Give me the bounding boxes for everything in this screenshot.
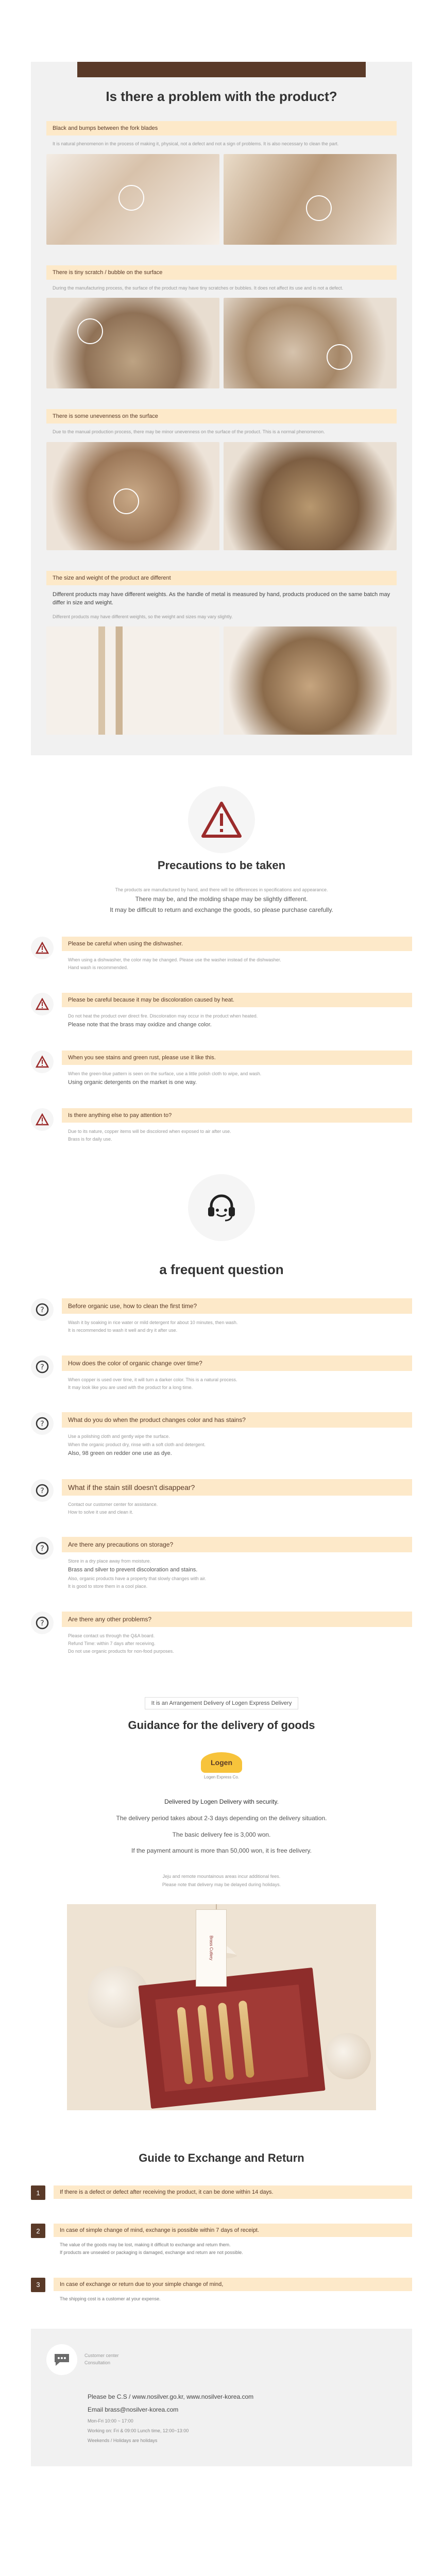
contact-hours: Mon-Fri 10:00 ~ 17:00 [88,2418,133,2424]
exchange-section [31,2151,412,2303]
precautions-line-2: There may be, and the molding shape may be slightly different. [135,895,308,903]
highlight-circle [113,488,139,514]
photo-pair [46,154,397,245]
highlight-circle [327,344,352,370]
spoon-graphic [177,2007,193,2084]
faq-answer: Refund Time: within 7 days after receiving. [68,1641,156,1647]
notice-text: Brass is for daily use. [68,1136,112,1142]
precautions-line-3: It may be difficult to return and exchange the goods, so please purchase carefully. [110,906,333,914]
contact-websites: Please be C.S / www.nosilver.go.kr, www.nosilver-korea.com [88,2393,254,2400]
warning-icon [31,1108,54,1131]
faq-answer: When copper is used over time, it will turn a darker color. This is a natural process. [68,1377,237,1382]
faq-question: Are there any precautions on storage? [62,1537,412,1552]
problem-label: There is tiny scratch / bubble on the surface [46,265,397,280]
faq-item-1 [31,1298,412,1335]
notice-text: Using organic detergents on the market is one way. [68,1079,197,1086]
fork-graphic [218,2003,234,2080]
problem-desc: It is natural phenomenon in the process of making it, physical, not a defect and not a sign of problems. It is also necessary to clean the part. [53,141,339,146]
precautions-title: Precautions to be taken [157,859,286,872]
problem-section [31,62,412,755]
problem-desc: During the manufacturing process, the surface of the product may have tiny scratches or bubbles. It does not affect its use and is not a defect. [53,285,344,291]
faq-answer: Brass and silver to prevent discoloration and stains. [68,1567,198,1573]
faq-title: a frequent question [159,1262,284,1278]
exchange-label: In case of simple change of mind, exchange is possible within 7 days of receipt. [54,2224,412,2237]
fork-photo [46,154,219,245]
exchange-text: If products are unsealed or packaging is damaged, exchange and return are not possible. [60,2250,243,2256]
warning-icon [188,786,255,853]
faq-answer: Contact our customer center for assistance. [68,1501,158,1507]
question-icon [31,1412,54,1435]
faq-item-4 [31,1479,412,1517]
faq-answer: It is recommended to wash it well and dry it after use. [68,1328,178,1333]
contact-head-2: Consultation [84,2360,111,2365]
faq-answer: Please contact us through the Q&A board. [68,1633,155,1638]
bowl-closeup-photo [224,442,397,550]
faq-answer: Wash it by soaking in rice water or mild detergent for about 10 minutes, then wash. [68,1320,238,1326]
bowl-photo [224,626,397,735]
problem-item-1 [46,121,397,245]
notice-text: When the green-blue pattern is seen on the surface, use a little polish cloth to wipe, and wash. [68,1071,262,1076]
notice-4 [31,1108,412,1144]
notice-text: Due to its nature, copper items will be discolored when exposed to air after use. [68,1128,231,1134]
contact-email-text: Email brass@nosilver-korea.com [88,2406,179,2414]
delivery-title: Guidance for the delivery of goods [128,1718,315,1732]
logen-logo [191,1745,252,1786]
warning-icon [31,1050,54,1073]
delivery-line-4: If the payment amount is more than 50,000 won, it is free delivery. [131,1847,312,1855]
faq-answer: Use a polishing cloth and gently wipe the surface. [68,1434,170,1439]
problem-title: Is there a problem with the product? [106,89,337,104]
step-number: 1 [31,2185,45,2200]
faq-item-2 [31,1355,412,1392]
contact-head-1: Customer center [84,2353,119,2359]
svg-text:?: ? [40,1363,44,1371]
photo-pair [46,298,397,388]
contact-email [46,2403,397,2416]
faq-header [0,1174,443,1278]
box-insert [155,1985,308,2092]
product-gift-box-photo [67,1904,376,2110]
notice-label: When you see stains and green rust, please use it like this. [62,1050,412,1065]
svg-text:?: ? [40,1486,44,1495]
question-icon [31,1612,54,1634]
notice-text: Please note that the brass may oxidize and change color. [68,1021,212,1028]
notice-text: Hand wash is recommended. [68,965,128,971]
faq-answer: It may look like you are used with the product for a long time. [68,1385,193,1391]
faq-answer: Do not use organic products for non-food purposes. [68,1649,174,1654]
problem-item-4 [46,571,397,735]
notice-label: Please be careful when using the dishwasher. [62,937,412,951]
bowl-photo [46,298,219,388]
highlight-circle [118,185,144,211]
question-icon [31,1537,54,1560]
highlight-circle [77,318,103,344]
faq-question: Before organic use, how to clean the first time? [62,1298,412,1314]
gift-box [138,1968,325,2109]
faq-question: What do you do when the product changes color and has stains? [62,1412,412,1428]
delivery-note-1: Jeju and remote mountainous areas incur additional fees. [162,1873,281,1879]
photo-pair [46,626,397,735]
faq-answer: Also, 98 green on redder one use as dye. [68,1450,172,1456]
decor-sphere [325,2033,371,2079]
delivery-line-1: Delivered by Logen Delivery with security. [164,1798,279,1806]
contact-lunch: Working on: Fri & 09:00 Lunch time, 12:00~13:00 [88,2428,189,2434]
notice-3 [31,1050,412,1088]
faq-question: What if the stain still doesn't disappear? [62,1479,412,1496]
logo-subtitle: Logen Express Co. [203,1774,240,1780]
faq-question: How does the color of organic change over time? [62,1355,412,1371]
svg-text:?: ? [40,1545,44,1553]
step-number: 2 [31,2224,45,2238]
faq-answer: Also, organic products have a property that slowly changes with air. [68,1576,207,1582]
fork-closeup-photo [224,154,397,245]
svg-text:?: ? [40,1619,44,1628]
headset-icon [188,1174,255,1241]
exchange-text: The value of the goods may be lost, making it difficult to exchange and return them. [60,2242,231,2248]
faq-question: Are there any other problems? [62,1612,412,1627]
contact-card [31,2329,412,2466]
faq-item-3 [31,1412,412,1458]
problem-item-2 [46,265,397,389]
spoon-graphic [197,2005,214,2082]
faq-item-5 [31,1537,412,1591]
delivery-section [31,1697,412,2110]
bowl-photo [46,442,219,550]
delivery-line-3: The basic delivery fee is 3,000 won. [172,1831,271,1838]
notice-label: Is there anything else to pay attention to? [62,1108,412,1123]
contact-header [46,2344,397,2375]
faq-answer: How to solve it use and clean it. [68,1509,133,1515]
problem-item-3 [46,409,397,550]
fork-graphic [238,2001,255,2078]
problem-desc-secondary: Different products may have different weights, so the weight and sizes may vary slightly. [53,614,233,619]
problem-desc: Different products may have different weights. As the handle of metal is measured by hand, products produced on the same batch may differ in size and weight. [53,591,390,606]
exchange-label: If there is a defect or defect after receiving the product, it can be done within 14 days. [54,2185,412,2199]
exchange-text: The shipping cost is a customer at your expense. [60,2296,161,2301]
notice-text: When using a dishwasher, the color may be changed. Please use the washer instead of the dishwasher. [68,957,281,962]
highlight-circle [306,195,332,221]
delivery-line-2: The delivery period takes about 2-3 days depending on the delivery situation. [116,1814,327,1822]
faq-answer: Store in a dry place away from moisture. [68,1558,151,1564]
faq-item-6 [31,1612,412,1656]
question-icon [31,1355,54,1378]
notice-label: Please be careful because it may be discoloration caused by heat. [62,993,412,1007]
chat-bubble-icon [46,2344,77,2375]
question-icon [31,1298,54,1321]
warning-icon [31,993,54,1015]
precautions-section [31,786,412,916]
exchange-item-3 [31,2278,412,2303]
exchange-title: Guide to Exchange and Return [139,2151,304,2165]
faq-answer: When the organic product dry, rinse with a soft cloth and detergent. [68,1442,206,1447]
contact-holidays: Weekends / Holidays are holidays [88,2438,158,2444]
exchange-item-1 [31,2185,412,2203]
notice-1 [31,937,412,972]
precautions-line-1: The products are manufactured by hand, and there will be differences in specifications and appearance. [115,887,328,892]
problem-label: Black and bumps between the fork blades [46,121,397,135]
product-detail-page [0,62,443,2466]
bowl-closeup-photo [224,298,397,388]
brand-banner [77,62,366,77]
exchange-label: In case of exchange or return due to your simple change of mind, [54,2278,412,2291]
problem-label: The size and weight of the product are different [46,571,397,585]
delivery-note-2: Please note that delivery may be delayed during holidays. [162,1882,281,1887]
product-card: Brass Cutlery [196,1909,227,1987]
notice-2 [31,993,412,1030]
question-icon [31,1479,54,1502]
warning-icon [31,937,54,959]
problem-desc: Due to the manual production process, there may be minor unevenness on the surface of the product. This is a normal phenomenon. [53,429,325,434]
logo-mark: Logen [201,1752,242,1773]
svg-text:?: ? [40,1306,44,1315]
delivery-chip: It is an Arrangement Delivery of Logen Express Delivery [145,1697,299,1709]
svg-text:?: ? [40,1420,44,1429]
step-number: 3 [31,2278,45,2292]
exchange-item-2 [31,2224,412,2257]
chopsticks-photo [46,626,219,735]
problem-label: There is some unevenness on the surface [46,409,397,423]
notice-text: Do not heat the product over direct fire. Discoloration may occur in the product when heated. [68,1013,258,1019]
photo-pair [46,442,397,550]
faq-answer: It is good to store them in a cool place. [68,1584,148,1589]
